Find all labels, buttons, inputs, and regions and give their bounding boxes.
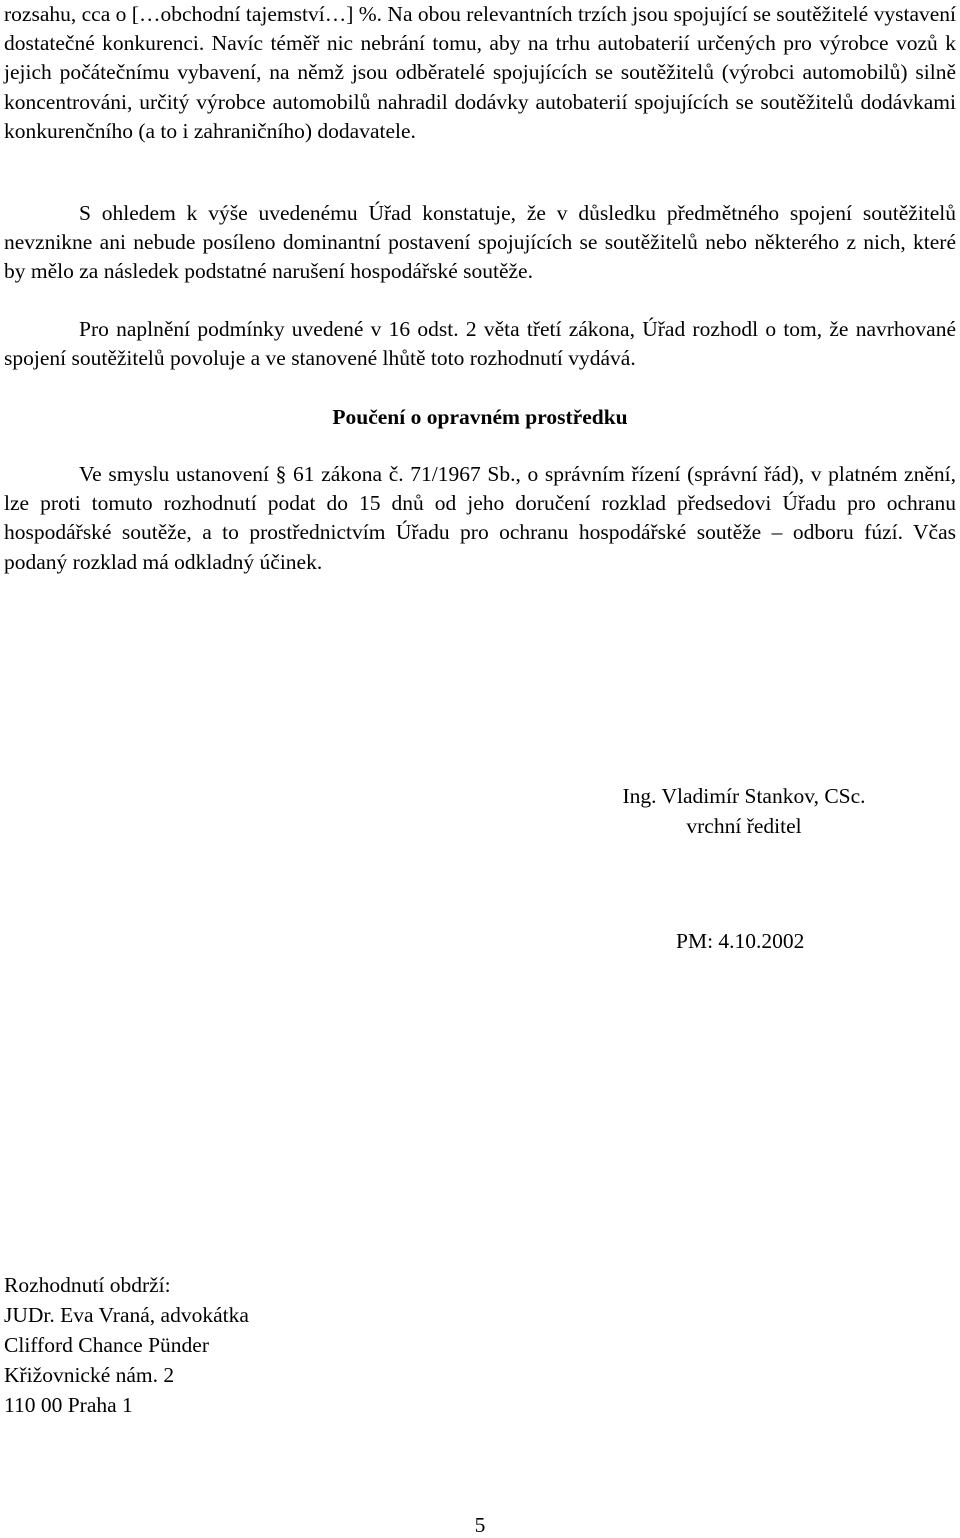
recipient-line: Clifford Chance Pünder xyxy=(4,1333,210,1357)
paragraph-market-competition: rozsahu, cca o […obchodní tajemství…] %. Na obou relevantních trzích jsou spojující se soutěžitelé vystavení dostatečné konkurenci. Navíc téměř nic nebrání tomu, aby na trhu autobaterií určených pro výrobce vozů k jejich počátečnímu vybavení, na němž jsou odběratelé spojujících se soutěžitelů (výrobci automobilů) silně koncentrováni, určitý výrobce automobilů nahradil dodávky autobaterií spojujících se soutěžitelů dodávkami konkurenčního (a to i zahraničního) dodavatele. xyxy=(4,2,956,143)
page-number: 5 xyxy=(474,1513,486,1537)
document-page xyxy=(4,0,956,1537)
paragraph-decision: Pro naplnění podmínky uvedené v 16 odst. 2 věta třetí zákona, Úřad rozhodl o tom, že navrhované spojení soutěžitelů povoluje a ve stanovené lhůtě toto rozhodnutí vydává. xyxy=(4,317,956,371)
recipients-block xyxy=(4,1270,249,1420)
recipient-line: JUDr. Eva Vraná, advokátka xyxy=(4,1303,249,1327)
signatory-title: vrchní ředitel xyxy=(686,814,802,838)
recipient-line: Křižovnické nám. 2 xyxy=(4,1363,175,1387)
section-heading-appeal: Poučení o opravném prostředku xyxy=(332,405,628,429)
paragraph-dominance-assessment: S ohledem k výše uvedenému Úřad konstatuje, že v důsledku předmětného spojení soutěžitelů nevznikne ani nebude posíleno dominantní postavení spojujících se soutěžitelů nebo některého z nich, které by mělo za následek podstatné narušení hospodářské soutěže. xyxy=(4,201,956,284)
recipient-line: 110 00 Praha 1 xyxy=(4,1393,133,1417)
paragraph-appeal-instructions: Ve smyslu ustanovení § 61 zákona č. 71/1967 Sb., o správním řízení (správní řád), v platném znění, lze proti tomuto rozhodnutí podat do 15 dnů od jeho doručení rozklad předsedovi Úřadu pro ochranu hospodářské soutěže, a to prostřednictvím Úřadu pro ochranu hospodářské soutěže – odboru fúzí. Včas podaný rozklad má odkladný účinek. xyxy=(4,462,956,574)
pm-date: PM: 4.10.2002 xyxy=(676,929,805,953)
signatory-name: Ing. Vladimír Stankov, CSc. xyxy=(622,784,866,808)
recipients-label: Rozhodnutí obdrží: xyxy=(4,1273,171,1297)
signature-block xyxy=(599,781,889,841)
